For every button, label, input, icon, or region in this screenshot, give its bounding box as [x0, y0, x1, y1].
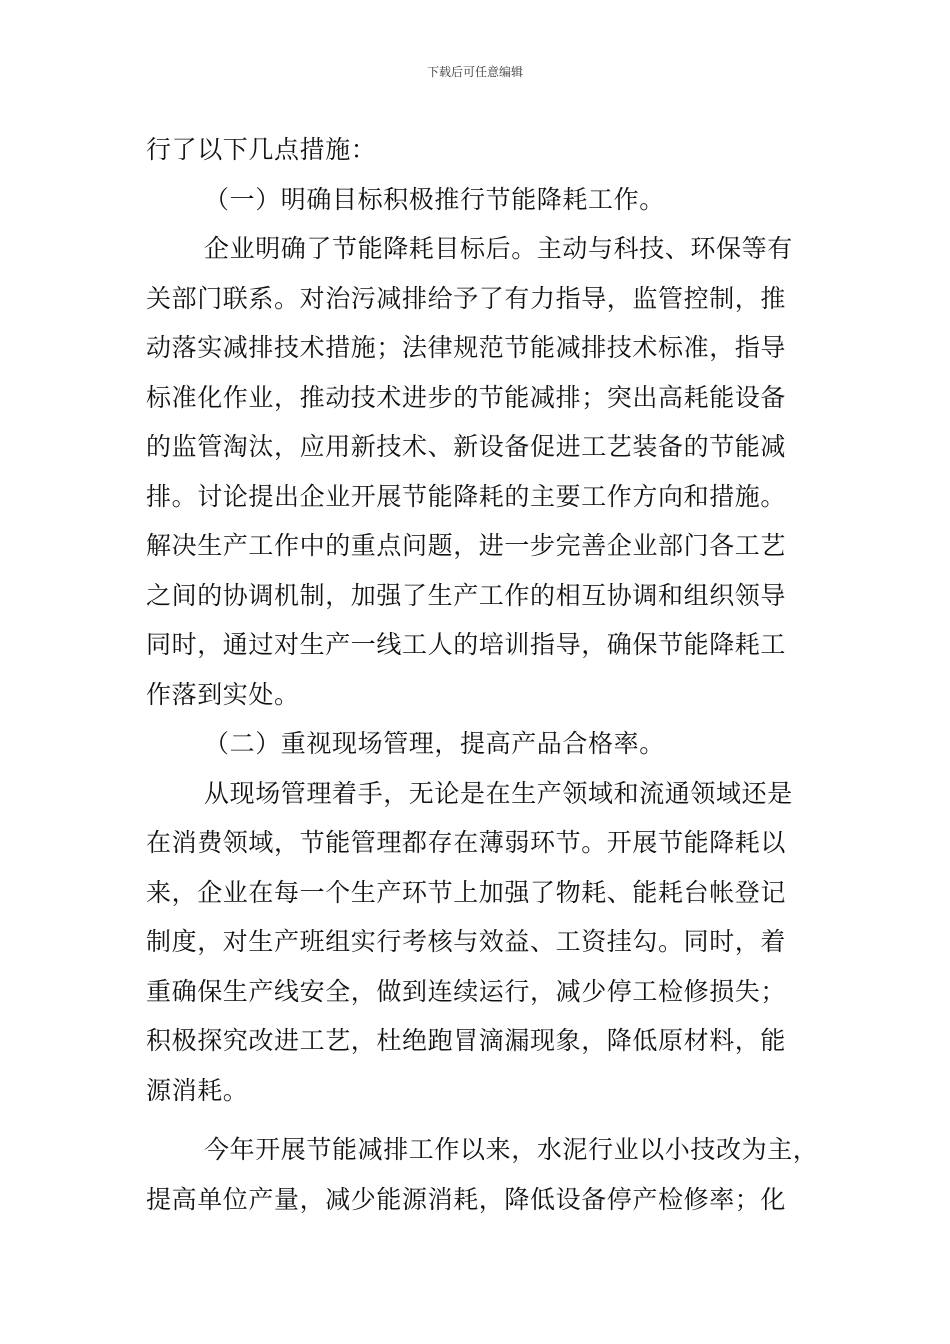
- section-heading: （一）明确目标积极推行节能降耗工作。: [204, 184, 665, 214]
- text-line: 在消费领域，节能管理都存在薄弱环节。开展节能降耗以: [146, 828, 787, 857]
- text-line: 标准化作业，推动技术进步的节能减排；突出高耗能设备: [146, 382, 787, 412]
- text-line: 提高单位产量，减少能源消耗，降低设备停产检修率；化: [146, 1184, 787, 1214]
- text-line: 之间的协调机制，加强了生产工作的相互协调和组织领导: [146, 580, 787, 610]
- text-line: 行了以下几点措施：: [146, 135, 377, 164]
- text-line: 解决生产工作中的重点问题，进一步完善企业部门各工艺: [146, 531, 787, 560]
- text-line: 今年开展节能减排工作以来，水泥行业以小技改为主，: [204, 1135, 819, 1164]
- text-line: 从现场管理着手，无论是在生产领域和流通领域还是: [204, 778, 793, 808]
- text-line: 作落到实处。: [146, 679, 300, 709]
- document-body: [146, 125, 819, 1224]
- text-line: 的监管淘汰，应用新技术、新设备促进工艺装备的节能减: [146, 432, 787, 461]
- text-line: 企业明确了节能降耗目标后。主动与科技、环保等有: [204, 234, 793, 263]
- paragraph-gap: [146, 1115, 816, 1125]
- text-line: 来，企业在每一个生产环节上加强了物耗、能耗台帐登记: [146, 877, 787, 907]
- page-header: 下载后可任意编辑: [426, 65, 523, 79]
- text-line: 关部门联系。对治污减排给予了有力指导，监管控制，推: [146, 283, 787, 313]
- text-line: 积极探究改进工艺，杜绝跑冒滴漏现象，降低原材料，能: [146, 1026, 787, 1055]
- text-line: 源消耗。: [146, 1075, 249, 1105]
- text-line: 制度，对生产班组实行考核与效益、工资挂勾。同时，着: [146, 927, 787, 956]
- text-line: 重确保生产线安全，做到连续运行，减少停工检修损失；: [146, 976, 787, 1006]
- section-heading: （二）重视现场管理，提高产品合格率。: [204, 729, 665, 758]
- text-line: 动落实减排技术措施；法律规范节能减排技术标准，指导: [146, 333, 787, 362]
- text-line: 同时，通过对生产一线工人的培训指导，确保节能降耗工: [146, 630, 787, 659]
- text-line: 排。讨论提出企业开展节能降耗的主要工作方向和措施。: [146, 481, 787, 511]
